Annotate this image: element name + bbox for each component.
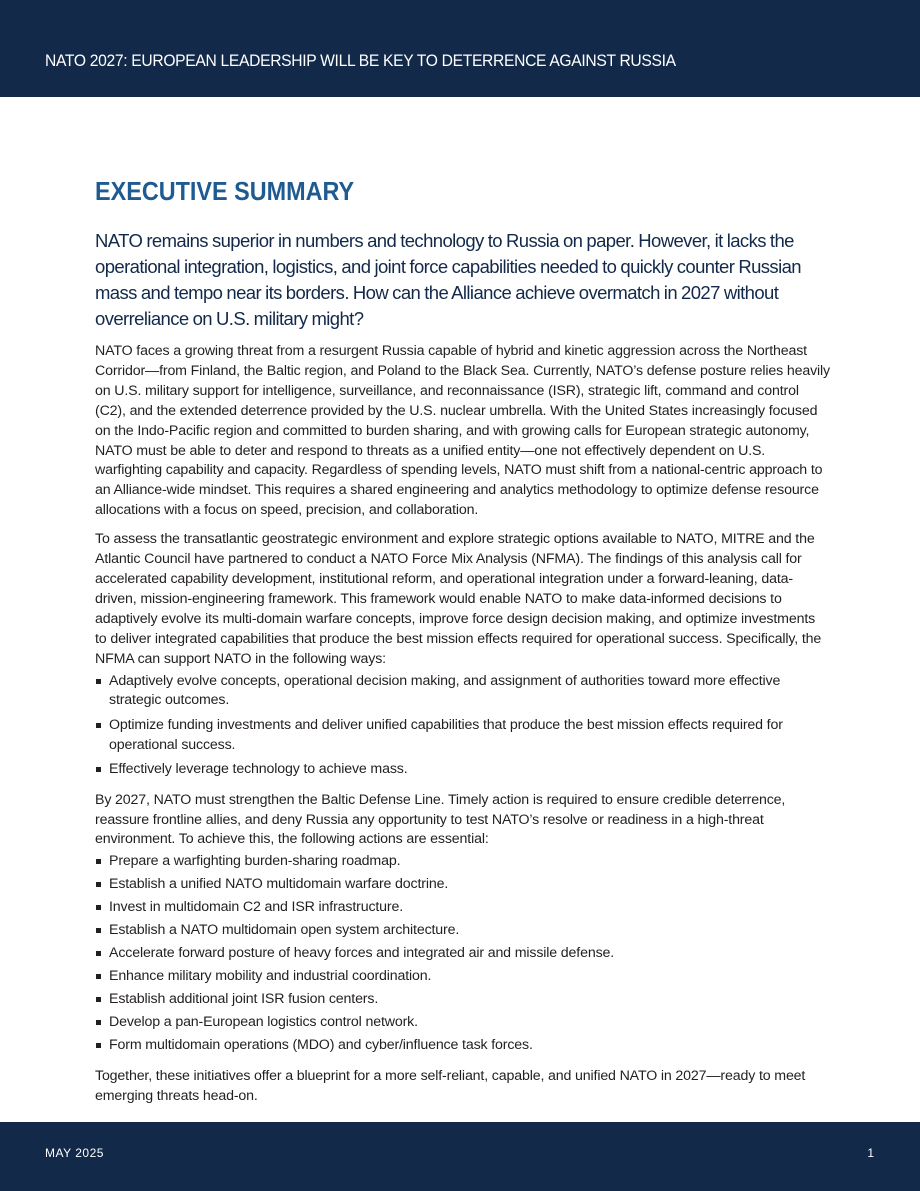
body-paragraph-threat: NATO faces a growing threat from a resurgent Russia capable of hybrid and kinetic aggression across the Northeast Corridor—from Finland, the Baltic region, and Poland to the Black Sea. Currently, NATO’s defense posture relies heavily on U.S. military support for intelligence, surveillance, and reconnaissance (ISR), strategic lift, command and control (C2), and the extended deterrence provided by the U.S. nuclear umbrella. With the United States increasingly focused on the Indo-Pacific region and committed to burden sharing, and with growing calls for European strategic autonomy, NATO must be able to deter and respond to threats as a unified entity—one not effectively dependent on U.S. warfighting capability and capacity. Regardless of spending levels, NATO must shift from a national-centric approach to an Alliance-wide mindset. This requires a shared engineering and analytics methodology to optimize defense resource allocations with a focus on speed, precision, and collaboration.	[95, 343, 830, 519]
list-item: Invest in multidomain C2 and ISR infrastructure.	[95, 898, 830, 918]
body-paragraph-conclusion: Together, these initiatives offer a blueprint for a more self-reliant, capable, and unified NATO in 2027—ready to meet emerging threats head-on.	[95, 1068, 806, 1105]
list-item: Effectively leverage technology to achieve mass.	[95, 760, 830, 780]
section-title: EXECUTIVE SUMMARY	[95, 176, 355, 206]
list-item: Accelerate forward posture of heavy forces and integrated air and missile defense.	[95, 944, 830, 964]
list-item: Prepare a warfighting burden-sharing roadmap.	[95, 852, 830, 872]
body-paragraph-baltic: By 2027, NATO must strengthen the Baltic Defense Line. Timely action is required to ensure credible deterrence, reassure frontline allies, and deny Russia any opportunity to test NATO’s resolve or readiness in a high-threat environment. To achieve this, the following actions are essential:	[95, 791, 786, 848]
list-item: Adaptively evolve concepts, operational decision making, and assignment of authorities toward more effective strategic outcomes.	[95, 672, 830, 712]
list-item: Optimize funding investments and deliver unified capabilities that produce the best mission effects required for operational success.	[95, 716, 830, 756]
header-band	[0, 0, 920, 97]
list-item: Develop a pan-European logistics control network.	[95, 1013, 830, 1033]
list-item: Establish a unified NATO multidomain warfare doctrine.	[95, 875, 830, 895]
list-item: Establish additional joint ISR fusion centers.	[95, 990, 830, 1010]
running-header-title: NATO 2027: EUROPEAN LEADERSHIP WILL BE KEY TO DETERRENCE AGAINST RUSSIA	[45, 51, 676, 70]
action-bullet-list	[95, 852, 830, 1056]
intro-paragraph: NATO remains superior in numbers and technology to Russia on paper. However, it lacks the operational integration, logistics, and joint force capabilities needed to quickly counter Russian mass and tempo near its borders. How can the Alliance achieve overmatch in 2027 without overreliance on U.S. military might?	[95, 230, 801, 329]
body-paragraph-nfma: To assess the transatlantic geostrategic environment and explore strategic options available to NATO, MITRE and the Atlantic Council have partnered to conduct a NATO Force Mix Analysis (NFMA). The findings of this analysis call for accelerated capability development, institutional reform, and operational integration under a forward-leaning, data-driven, mission-engineering framework. This framework would enable NATO to make data-informed decisions to adaptively evolve its multi-domain warfare concepts, improve force design decision making, and optimize investments to deliver integrated capabilities that produce the best mission effects required for operational success. Specifically, the NFMA can support NATO in the following ways:	[95, 531, 822, 667]
list-item: Enhance military mobility and industrial coordination.	[95, 967, 830, 987]
nfma-bullet-list	[95, 672, 830, 780]
list-item: Form multidomain operations (MDO) and cyber/influence task forces.	[95, 1036, 830, 1056]
main-content	[95, 172, 830, 1107]
page-number: 1	[867, 1146, 874, 1160]
footer-band	[0, 1122, 920, 1191]
footer-date: MAY 2025	[45, 1146, 104, 1160]
list-item: Establish a NATO multidomain open system architecture.	[95, 921, 830, 941]
